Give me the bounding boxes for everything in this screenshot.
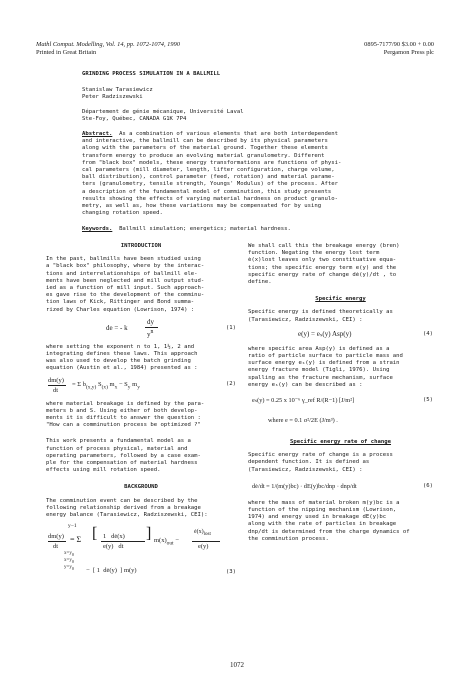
keywords-text: Ballmill simulation; energetics; material hardness. xyxy=(119,226,291,232)
text-line: integrating defines these laws. This approach xyxy=(46,351,198,358)
eq1-fraction-bar xyxy=(145,327,158,328)
text-line: function of process physical, material and xyxy=(46,445,188,452)
text-line: effects using mill rotation speed. xyxy=(46,467,161,474)
text-line: where the mass of material broken m(y)bc is a xyxy=(248,499,400,506)
printed-location: Printed in Great Britain xyxy=(36,49,97,56)
eq3-number: (3) xyxy=(225,569,236,576)
text-line: specific energy rate of change dė(y)/dt , to xyxy=(248,271,397,278)
page-number: 1072 xyxy=(230,661,244,669)
text-line: surface energy eₛ(y) is defined from a strain xyxy=(248,360,400,367)
eq3-bracket-close: ] xyxy=(146,525,152,543)
eq2-dt: dt xyxy=(53,386,59,394)
eq3-bar3 xyxy=(192,541,220,542)
specific-energy-heading: Specific energy xyxy=(315,296,366,303)
text-line: (Tarasiewicz, Radziszewski, CEI) : xyxy=(248,316,363,323)
keywords-label: Keywords. xyxy=(82,226,113,232)
eq3-lower-limits: $x=y_0$ $x=y_0$ $y=y_0$ xyxy=(64,551,74,572)
equation-3 xyxy=(46,519,236,589)
equation-2 xyxy=(46,373,236,401)
abstract-line: results showing the effects of varying material hardness on product granulo- xyxy=(82,195,338,202)
text-line: (Tarasiewicz, Radziszewski, CEI) : xyxy=(248,466,363,473)
abstract-line: transform energy to produce an evolving material granulometry. Different xyxy=(82,152,325,159)
eq3-second-line: − [ 1 dė(y) ] m(y) xyxy=(86,567,137,575)
paper-title: GRINDING PROCESS SIMULATION IN A BALLMILL xyxy=(82,71,221,77)
equation-4 xyxy=(248,324,433,346)
author-2: Peter Radziszewski xyxy=(82,94,143,100)
equation-1 xyxy=(46,314,236,344)
eq2-bar xyxy=(48,385,66,386)
eq3-bar2 xyxy=(101,541,145,542)
intro-line: ments have been neglected and mill output stud- xyxy=(46,277,205,284)
abstract-line: along with the parameters of the material ground. Together these elements xyxy=(82,145,328,152)
journal-citation: Mathl Comput. Modelling, Vol. 14, pp. 1072-1074, 1990 xyxy=(36,41,180,48)
equation-5 xyxy=(248,389,433,433)
text-line: ė(x)lost leaves only two constituative equa- xyxy=(248,257,397,264)
text-line: energy fracture model (Tigli, 1976). Using xyxy=(248,367,390,374)
text-line: define. xyxy=(248,279,272,286)
text-line: Specific energy is defined theoretically as xyxy=(248,309,393,316)
eq2-lhs: dm(y) xyxy=(48,376,64,384)
introduction-heading: INTRODUCTION xyxy=(120,243,162,249)
text-line: function. Negating the energy lost term xyxy=(248,250,380,257)
text-line: meters b and S. Using either of both develop- xyxy=(46,407,198,414)
eq3-lhs: dm(y) xyxy=(48,533,64,541)
equation-6 xyxy=(248,474,433,500)
eq2-rhs: = Σ $b_{(x,y)}$ $S_{(x)}$ $m_x - S_y$ $m_y$ xyxy=(72,380,140,390)
abstract-line: from "black box" models, these energy transformations are functions of physi- xyxy=(82,159,342,166)
text-line: The comminution event can be described by the xyxy=(46,497,198,504)
eq3-lost-den: e(y) xyxy=(198,543,209,551)
abstract-line: metry, as well as, how these variations may be compensated for by using xyxy=(82,203,322,210)
abstract-line: changing rotation speed. xyxy=(82,210,163,217)
eq3-dt: dt xyxy=(53,543,59,551)
right-column xyxy=(248,243,433,543)
eq2-number: (2) xyxy=(225,380,236,387)
text-line: where setting the exponent n to 1, 1½, 2 and xyxy=(46,343,195,350)
eq3-term1: 1 dė(x) xyxy=(103,533,125,541)
article-code: 0895-7177/90 $3.00 + 0.00 xyxy=(364,41,434,48)
text-line: following relationship derived from a breakage xyxy=(46,504,201,511)
text-line: along with the rate of particles in breakage xyxy=(248,521,397,528)
intro-line: tions and interrelationships of ballmill ele- xyxy=(46,270,198,277)
text-line: ments it is difficult to answer the question : xyxy=(46,415,201,422)
publisher: Pergamon Press plc xyxy=(383,49,434,56)
eq3-term1-den: e(y) dt xyxy=(103,543,124,551)
intro-line: ied as a function of mill input. Such approach- xyxy=(46,285,205,292)
text-line: function of the nipping mechanism (Lowrison, xyxy=(248,507,397,514)
eq5-number: (5) xyxy=(422,397,433,404)
text-line: energy balance (Tarasiewicz, Radziszewski, CEI): xyxy=(46,512,208,519)
text-line: "How can a comminution process be optimized ?" xyxy=(46,422,201,429)
text-line: operating parameters, followed by a case exam- xyxy=(46,452,201,459)
eq3-upper-limit: y−1 xyxy=(68,523,77,530)
author-1: Stanislaw Tarasiewicz xyxy=(82,87,153,93)
text-line: was also used to develop the batch grinding xyxy=(46,358,191,365)
eq5-where: where e = 0.1 σ²/2E (J/m³) . xyxy=(268,417,338,425)
affiliation-line-2: Ste-Foy, Québec, CANADA G1K 7P4 xyxy=(82,116,187,122)
text-line: energy eₛ(y) can be described as : xyxy=(248,381,363,388)
text-line: 1974) and energy used in breakage dE(y)bc xyxy=(248,514,387,521)
abstract xyxy=(82,131,422,217)
text-line: dnp/dt is determined from the charge dynamics of xyxy=(248,528,410,535)
text-line: where material breakage is defined by the para- xyxy=(46,400,205,407)
eq6-body: dė/dt = 1/(m(y)bc) · dE(y)bc/dnp · dnp/dt xyxy=(252,482,357,490)
text-line: Specific energy rate of change is a process xyxy=(248,452,393,459)
abstract-label: Abstract. xyxy=(82,131,113,137)
intro-line: a "black box" philosophy, where by the interac- xyxy=(46,263,205,270)
eq1-den-var: y xyxy=(147,330,151,339)
text-line: the comminution process. xyxy=(248,535,329,542)
eq3-sigma: = Σ xyxy=(70,535,82,545)
rate-heading: Specific energy rate of change xyxy=(289,439,392,446)
abstract-line: ball distribution), control parameter (feed, rotation) and material parame- xyxy=(82,174,335,181)
text-line: This work presents a fundamental model as a xyxy=(46,438,191,445)
text-line: spalling as the fracture mechanism, surface xyxy=(248,374,393,381)
intro-line: rized by Charles equation (Lowrison, 1974) : xyxy=(46,306,195,313)
eq1-numerator: dy xyxy=(147,317,154,326)
background-heading: BACKGROUND xyxy=(124,484,158,491)
eq3-bar xyxy=(48,541,66,542)
abstract-line: cal parameters (mill diameter, length, lifter configuration, charge volume, xyxy=(82,167,335,174)
eq3-lost: $ė(x)_{lost}$ xyxy=(194,529,211,538)
keywords xyxy=(82,226,291,233)
eq3-mass: $m(x)_{out}$ − xyxy=(154,537,179,547)
eq1-den-exp: n xyxy=(150,328,154,335)
abstract-line: a description of the fundamental model of comminution, this study presents xyxy=(82,188,332,195)
text-line: dependent function. It is defined as xyxy=(248,459,370,466)
eq5-body: eₛ(y) = 0.25 x 10⁻⁶ γ_ref R/(R−1) [J/m²] xyxy=(252,397,355,405)
abstract-line: ters (granulometry, tensile strength, Youngs' Modulus) of the process. After xyxy=(82,181,338,188)
eq6-number: (6) xyxy=(422,482,433,489)
abstract-line: and interactive, the ballmill can be described by its physical parameters xyxy=(82,138,328,145)
intro-line: es gave rise to the development of the comminu- xyxy=(46,292,205,299)
abstract-line: As a combination of various elements that are both interdependent xyxy=(119,131,338,137)
text-line: ratio of particle surface to particle mass and xyxy=(248,353,403,360)
affiliation-line-1: Département de génie mécanique, Université Laval xyxy=(82,109,244,115)
eq1-number: (1) xyxy=(225,324,236,331)
eq1-lhs: de = - k xyxy=(106,323,128,332)
text-line: We shall call this the breakage energy (bren) xyxy=(248,243,400,249)
text-line: tions; the specific energy term e(y) and the xyxy=(248,264,397,271)
text-line: equation (Austin et al., 1984) presented as : xyxy=(46,365,198,372)
eq4-number: (4) xyxy=(422,330,433,337)
left-column xyxy=(46,243,236,589)
intro-line: tion laws of Kick, Rittinger and Bond summa- xyxy=(46,299,195,306)
intro-line: In the past, ballmills have been studied using xyxy=(46,256,201,263)
text-line: where specific area Asp(y) is defined as a xyxy=(248,345,390,352)
text-line: ple for the compensation of material hardness xyxy=(46,460,198,467)
eq3-bracket-open: [ xyxy=(92,525,98,543)
eq1-denominator xyxy=(147,329,153,339)
eq4-body: e(y) = eₛ(y) Asp(y) xyxy=(298,329,352,338)
